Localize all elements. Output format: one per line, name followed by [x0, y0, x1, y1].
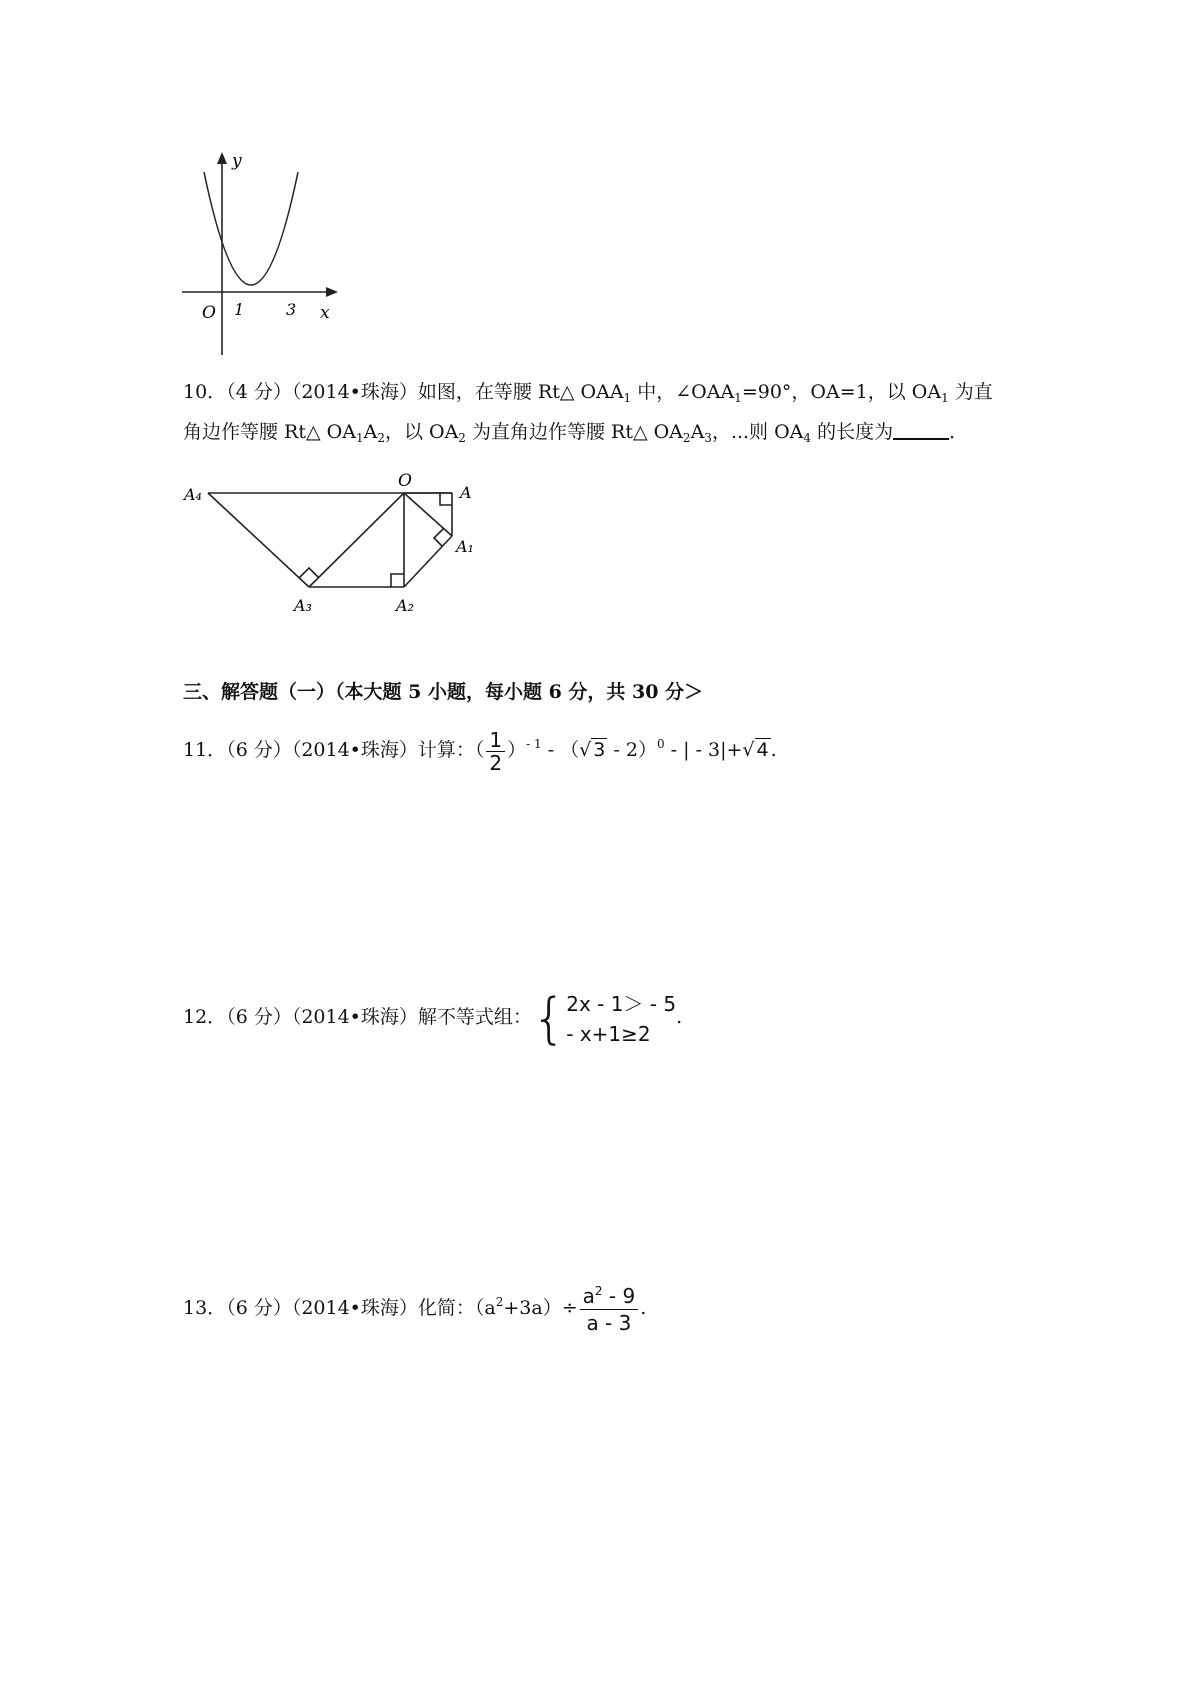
q11-exp: - 1: [526, 737, 542, 751]
q11-text: - （: [541, 739, 580, 761]
sqrt-4: 4: [756, 739, 769, 761]
question-13: [183, 1278, 646, 1338]
q10-sub: 4: [803, 431, 812, 445]
label-A4: A₄: [184, 485, 202, 504]
q13-label: 化简：（a: [417, 1297, 496, 1319]
label-A2: A₂: [396, 596, 414, 615]
q12-number: 12．: [183, 1006, 227, 1028]
sqrt-3: 3: [593, 739, 606, 761]
q10-sub: 1: [623, 391, 632, 405]
q10-text: A: [690, 421, 705, 443]
q11-text: ）: [507, 739, 527, 761]
q11-text: - 2）: [607, 739, 657, 761]
q10-text: 为直: [948, 381, 993, 403]
q10-sub: 1: [941, 391, 949, 405]
q10-text: ，...则 OA: [711, 421, 804, 443]
frac-denominator: a - 3: [580, 1309, 639, 1335]
x-label: x: [320, 303, 330, 323]
inequality-2: - x+1≥2: [566, 1022, 651, 1046]
q10-sub: 1: [355, 431, 364, 445]
question-10-line-2: [183, 418, 968, 446]
y-axis-arrow: [217, 152, 227, 164]
num-a: a: [582, 1283, 595, 1308]
q10-number: 10．: [183, 381, 227, 403]
q11-text: - | - 3|+: [664, 739, 743, 761]
q10-end: ．: [949, 421, 969, 443]
q11-number: 11．: [183, 739, 227, 761]
question-10-line-1: [183, 378, 993, 406]
q10-text: =90°，OA=1，以 OA: [741, 381, 942, 403]
q13-rest: +3a）÷: [503, 1297, 578, 1319]
tick-3-label: 3: [286, 300, 297, 319]
q13-end: .: [640, 1297, 647, 1319]
q13-number: 13．: [183, 1297, 227, 1319]
q11-label: 计算：（: [417, 739, 485, 761]
label-A3: A₃: [294, 596, 312, 615]
half-fraction: [486, 727, 505, 775]
question-11: [183, 728, 777, 773]
q10-sub: 1: [734, 391, 742, 405]
q10-text: 的长度为: [811, 421, 894, 443]
q10-text: A: [363, 421, 378, 443]
q10-meta: （4 分）（2014•珠海）: [226, 381, 418, 403]
sqrt-sign: √: [579, 739, 592, 761]
q11-end: .: [770, 739, 777, 761]
q12-label: 解不等式组：: [417, 1006, 532, 1028]
y-label: y: [232, 151, 242, 171]
inequality-1: 2x - 1＞ - 5: [566, 992, 677, 1016]
system-lines: [566, 989, 676, 1049]
parabola-curve: [204, 172, 298, 285]
q10-text: 为直角边作等腰 Rt△ OA: [465, 421, 683, 443]
frac-numerator: 1: [489, 727, 503, 752]
q12-end: .: [676, 1006, 683, 1028]
num-b: - 9: [602, 1283, 636, 1308]
left-brace-icon: {: [531, 987, 567, 1050]
q10-sub: 2: [377, 431, 385, 445]
q11-meta: （6 分）（2014•珠海）: [226, 739, 418, 761]
q13-fraction: [580, 1284, 639, 1335]
num-exp: 2: [594, 1283, 603, 1298]
q13-exp: 2: [495, 1295, 504, 1309]
label-A1: A₁: [456, 537, 474, 556]
q10-text: 如图，在等腰 Rt△ OAA: [417, 381, 624, 403]
triangles-figure: [180, 470, 500, 625]
x-axis-arrow: [326, 287, 338, 297]
question-12: [183, 985, 682, 1050]
parabola-figure: [180, 150, 340, 360]
answer-blank[interactable]: [893, 420, 949, 440]
inequality-system: [532, 986, 676, 1050]
sqrt-sign: √: [742, 739, 755, 761]
q10-sub: 2: [682, 431, 691, 445]
q10-sub: 2: [458, 431, 466, 445]
origin-label: O: [202, 303, 216, 323]
label-A: A: [460, 483, 472, 502]
q10-text: 角边作等腰 Rt△ OA: [183, 421, 356, 443]
q11-exp: 0: [656, 737, 665, 751]
q10-sub: 3: [704, 431, 712, 445]
label-O: O: [398, 471, 412, 491]
frac-numerator: [580, 1284, 639, 1309]
q10-text: ，以 OA: [384, 421, 459, 443]
q10-text: 中，∠OAA: [631, 381, 735, 403]
q13-meta: （6 分）（2014•珠海）: [226, 1297, 418, 1319]
tick-1-label: 1: [234, 300, 245, 319]
section-3-heading: 三、解答题（一）（本大题 5 小题，每小题 6 分，共 30 分＞: [183, 681, 704, 703]
q12-meta: （6 分）（2014•珠海）: [226, 1006, 418, 1028]
frac-denominator: 2: [486, 751, 505, 773]
